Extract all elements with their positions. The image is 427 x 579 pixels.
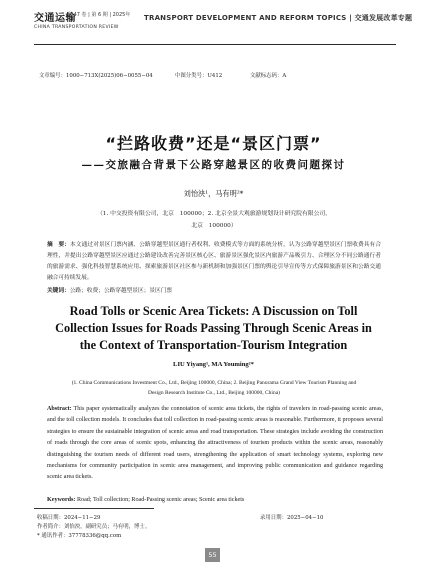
- chinese-affiliations: [72, 208, 356, 232]
- footnote-divider: [34, 508, 154, 509]
- chinese-authors: 刘怡泱¹，马有明²*: [183, 189, 244, 198]
- chinese-keywords-label: 关键词：: [47, 288, 70, 294]
- chinese-affiliation-line-1: （1. 中交投资有限公司，北京 100000；2. 北京全景大观旅游规划设计研究院有限公司，: [97, 211, 331, 217]
- article-number: 文章编号：1000−713X(2025)06−0055−04: [39, 73, 153, 79]
- issue-info: 第 47 卷 | 第 6 期 | 2025年: [67, 12, 131, 18]
- english-abstract: [47, 404, 383, 484]
- author-bio: 作者简介：刘怡泱，副研究员；马有明，博士。: [37, 524, 151, 530]
- chinese-abstract-label: 摘 要：: [47, 242, 71, 248]
- chinese-keywords-text: 公路；收费；公路穿越型景区；景区门票: [69, 288, 173, 294]
- chinese-abstract: [47, 240, 381, 284]
- corresponding-author: * 通讯作者：37778336@qq.com: [37, 533, 122, 539]
- english-keywords: [47, 497, 383, 503]
- chinese-abstract-text: 本文通过对景区门票内涵、公路穿越型景区通行者权利、收费模式等方面的系统分析，认为公路穿越型景区门票收费具有合理性，并提出公路穿越型景区应通过公路建设改善完善景区核心区、旅游景区强化景区内旅游产品吸引力、合理区分不同公路通行者的旅游需求、强化科技智慧系统应用、探索旅游景区社区参与新机制和加强景区门票的舆论引导宣传等方式保障旅游景区和公路交通融合可持续发展。: [47, 242, 382, 281]
- english-keywords-text: Road; Toll collection; Road-Passing scenic areas; Scenic area tickets: [76, 497, 245, 503]
- chinese-keywords: [47, 285, 381, 294]
- english-keywords-label: Keywords:: [47, 497, 76, 503]
- english-abstract-label: Abstract:: [47, 406, 72, 412]
- english-abstract-text: This paper systematically analyzes the connotation of scenic area tickets, the rights of travelers in road-passing scenic areas, and the toll collection models. It concludes that toll collection in road-passing scenic areas is reasonable. Furthermore, it proposes several strategies to ensure the sustainable integration of scenic areas and road transportation. These strategies include avoiding the construction of roads through the core areas of scenic spots, enhancing the attractiveness of tourism products within the scenic areas, reasonably distinguishing the tourism needs of different road users, strengthening the application of smart technology systems, exploring new mechanisms for community participation in scenic area management, and improving public communication and guidance regarding scenic area tickets.: [47, 406, 383, 481]
- page-number: 55: [205, 548, 220, 562]
- clc-number: 中图分类号：U412: [175, 73, 223, 79]
- section-topic: TRANSPORT DEVELOPMENT AND REFORM TOPICS | 交通发展改革专题: [144, 14, 413, 22]
- chinese-title: “拦路收费”还是“景区门票”: [105, 134, 322, 153]
- document-code: 文献标志码：A: [250, 73, 287, 79]
- accepted-date: 录用日期：2025−04−10: [260, 515, 324, 521]
- received-date: 收稿日期：2024−11−29: [37, 515, 101, 521]
- english-affiliations: (1. China Communications Investment Co., Ltd., Beijing 100000, China; 2. Beijing Panorama Grand View Tourism Planning and Design Research Institute Co., Ltd., Beijing 100000, China): [71, 380, 357, 396]
- chinese-subtitle: ——交旅融合背景下公路穿越景区的收费问题探讨: [81, 159, 346, 171]
- header-divider: [34, 44, 396, 45]
- english-authors: LIU Yiyang¹, MA Youming²*: [173, 361, 254, 368]
- journal-english-name: CHINA TRANSPORTATION REVIEW: [34, 25, 119, 30]
- english-title: Road Tolls or Scenic Area Tickets: A Discussion on Toll Collection Issues for Roads Passing Through Scenic Areas in the Context of Transportation-Tourism Integration: [55, 304, 372, 352]
- journal-logo: 交通运输: [34, 13, 76, 24]
- chinese-affiliation-line-2: 北京 100000）: [191, 223, 237, 229]
